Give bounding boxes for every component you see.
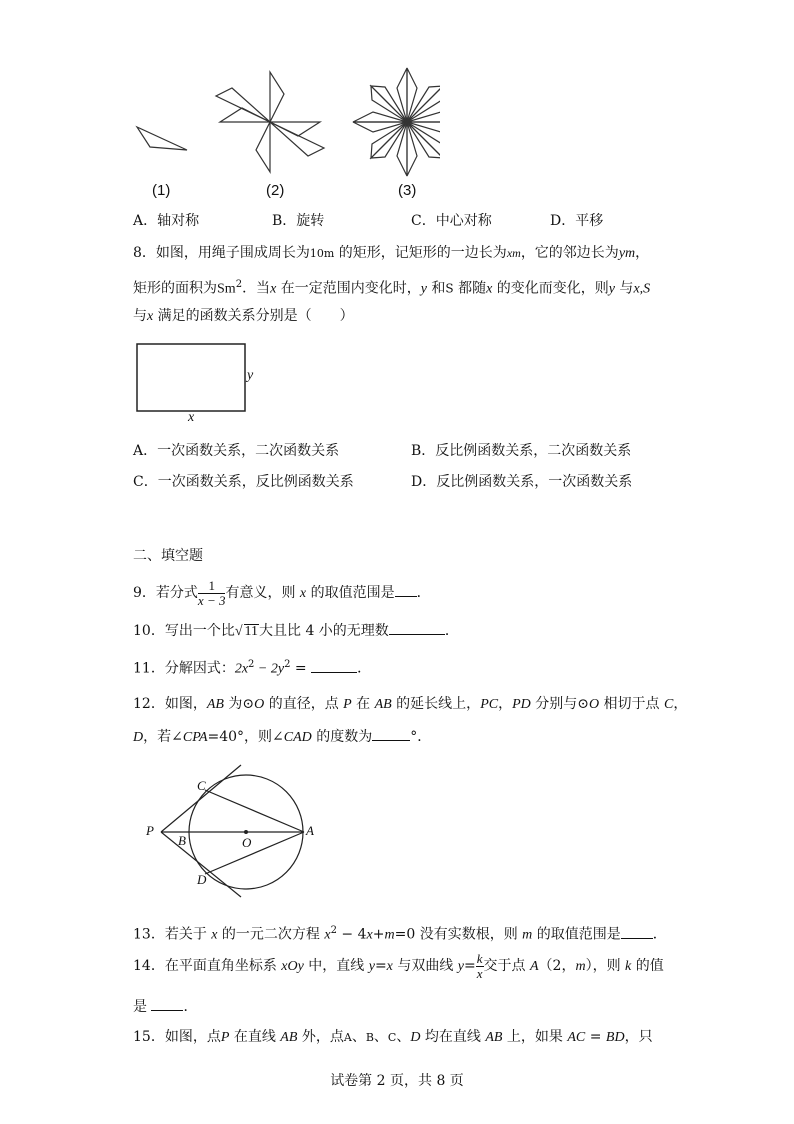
q12-circle-figure (140, 758, 330, 898)
q14-fraction: $\frac{k}{x}$ (476, 950, 483, 981)
q12-chord-da (205, 832, 304, 874)
fig1-caption: (1) (152, 182, 171, 199)
page-footer: 试卷第 2 页，共 8 页 (330, 1073, 464, 1089)
q8-option-d: D．反比例函数关系，一次函数关系 (411, 474, 633, 490)
q8-line2: 矩形的面积为Sm$^2$．当x 在一定范围内变化时，y 和S 都随x 的变化而变化，则y 与x,S (133, 279, 651, 297)
q8-option-a: A．一次函数关系，二次函数关系 (133, 443, 340, 459)
q13: 13．若关于 x 的一元二次方程 $x^2 - 4x+m=0$ 没有实数根，则 m 的取值范围是 ． (133, 925, 667, 943)
q11-blank[interactable] (311, 658, 357, 673)
q9-blank[interactable] (395, 582, 417, 597)
q15: 15．如图，点P 在直线 AB 外，点A、B、C、D 均在直线 AB 上，如果 AC = BD，只 (133, 1029, 653, 1045)
q12-label-d: D (197, 872, 207, 887)
q7-option-a: A．轴对称 (133, 213, 200, 229)
q12-label-c: C (197, 778, 206, 793)
q12-tangent-pc (161, 765, 241, 832)
q9-fraction: $\frac{1}{x - 3}$ (197, 577, 226, 608)
q8-line3: 与x 满足的函数关系分别是（ ） (133, 308, 354, 324)
q8-rectangle (137, 344, 245, 411)
q12-label-o: O (242, 835, 252, 850)
q13-blank[interactable] (621, 924, 653, 939)
q8-option-c: C．一次函数关系，反比例函数关系 (133, 474, 354, 490)
fig2-pinwheel (216, 72, 324, 172)
q7-option-d: D．平移 (550, 213, 604, 229)
q12-line1: 12．如图，AB 为⊙O 的直径，点 P 在 AB 的延长线上，PC，PD 分别与⊙O 相切于点 C， (133, 696, 688, 712)
q8-fig-label-y: y (247, 368, 254, 383)
fig3-caption: (3) (398, 182, 417, 199)
q12-chord-ca (205, 790, 304, 832)
q8-fig-label-x: x (188, 410, 195, 425)
q11: 11．分解因式：$2x^2 - 2y^2$ = ． (133, 659, 372, 677)
q12-line2: D，若∠CPA=40°，则∠CAD 的度数为 °． (133, 726, 431, 747)
section-title: 二、填空题 (133, 548, 203, 564)
q7-option-b: B．旋转 (272, 213, 325, 229)
q12-label-b: B (178, 833, 186, 848)
q14-line1: 14．在平面直角坐标系 xOy 中，直线 y=x 与双曲线 y= $\frac{k}{x}$ 交于点 A（2，m），则 k 的值 (133, 950, 664, 981)
q10-blank[interactable] (389, 620, 445, 635)
q8-option-b: B．反比例函数关系，二次函数关系 (411, 443, 632, 459)
fig2-caption: (2) (266, 182, 285, 199)
fig3-star (353, 68, 440, 176)
q14-line2: 是 ． (133, 996, 197, 1016)
q8-rectangle-figure (130, 338, 270, 430)
q12-label-p: P (146, 823, 154, 838)
q12-center-point (244, 830, 248, 834)
q7-option-c: C．中心对称 (411, 213, 492, 229)
q14-blank[interactable] (151, 996, 183, 1011)
q9: 9．若分式 $\frac{1}{x - 3}$ 有意义，则 x 的取值范围是 ． (133, 577, 431, 608)
q8-line1: 8．如图，用绳子围成周长为10m 的矩形，记矩形的一边长为xm，它的邻边长为ym， (133, 245, 650, 261)
q12-label-a: A (306, 823, 314, 838)
q12-blank[interactable] (372, 726, 410, 741)
fig1-triangle (137, 127, 187, 150)
q10: 10．写出一个比√ 11大且比 4 小的无理数 ． (133, 620, 459, 641)
